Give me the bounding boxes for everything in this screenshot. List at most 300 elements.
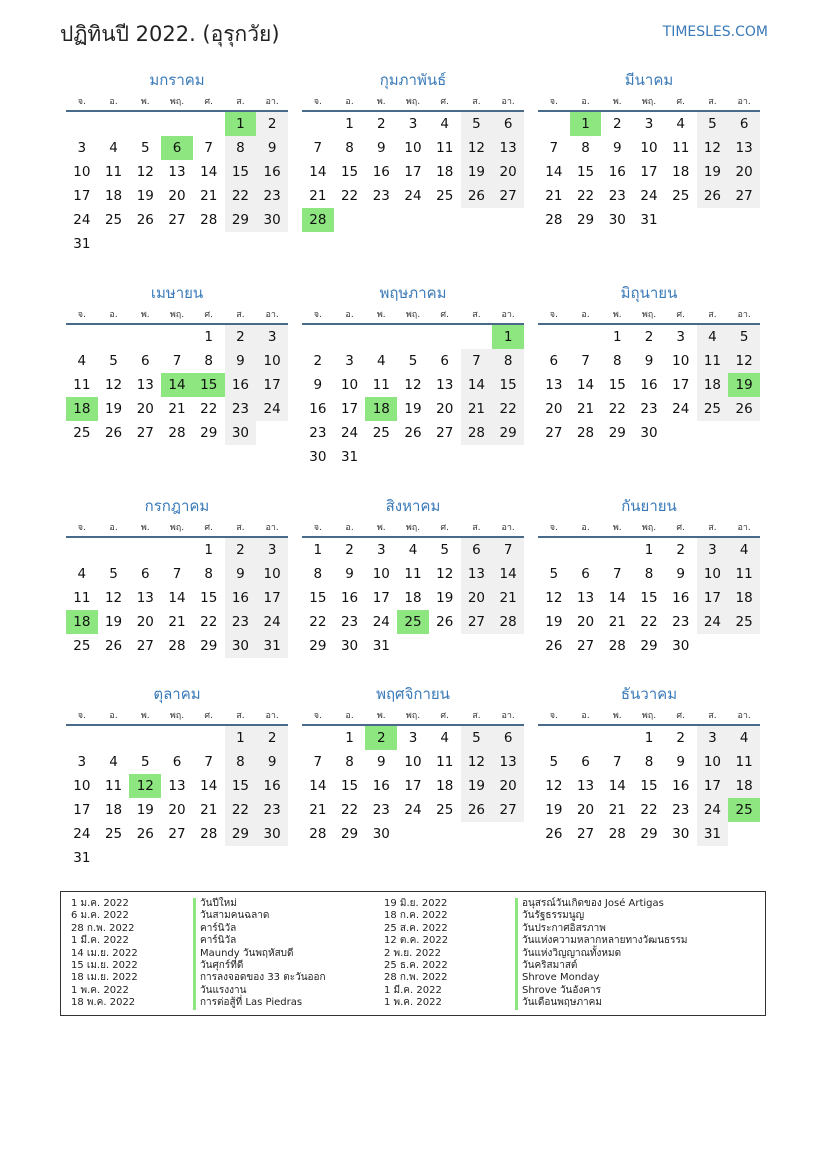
day-cell[interactable]: 2	[345, 542, 354, 558]
day-cell[interactable]: 2	[256, 726, 288, 750]
day-cell[interactable]: 8	[204, 566, 213, 582]
day-cell[interactable]: 30	[225, 634, 257, 658]
day-cell[interactable]: 8	[644, 566, 654, 582]
day-cell[interactable]: 24	[697, 610, 729, 634]
day-cell[interactable]: 25	[372, 425, 390, 441]
day-cell[interactable]: 23	[608, 188, 626, 204]
day-cell[interactable]: 2	[376, 116, 386, 132]
day-cell[interactable]: 16	[225, 373, 257, 397]
day-cell[interactable]: 10	[73, 778, 91, 794]
day-cell[interactable]: 3	[697, 538, 729, 562]
day-cell[interactable]: 30	[608, 212, 626, 228]
day-cell[interactable]: 29	[640, 638, 658, 654]
holiday-day[interactable]: 18	[66, 397, 98, 421]
day-cell[interactable]: 9	[313, 377, 323, 393]
holiday-day[interactable]: 1	[225, 112, 257, 136]
day-cell[interactable]: 26	[697, 184, 729, 208]
day-cell[interactable]: 15	[309, 590, 327, 606]
day-cell[interactable]: 31	[73, 236, 91, 252]
day-cell[interactable]: 6	[440, 353, 449, 369]
day-cell[interactable]: 26	[104, 425, 123, 441]
day-cell[interactable]: 27	[136, 425, 154, 441]
day-cell[interactable]: 22	[225, 798, 257, 822]
day-cell[interactable]: 7	[204, 754, 213, 770]
day-cell[interactable]: 29	[492, 421, 524, 445]
day-cell[interactable]: 4	[77, 566, 87, 582]
day-cell[interactable]: 1	[345, 116, 354, 132]
day-cell[interactable]: 7	[612, 754, 622, 770]
day-cell[interactable]: 3	[644, 116, 654, 132]
day-cell[interactable]: 18	[404, 590, 422, 606]
day-cell[interactable]: 29	[225, 822, 257, 846]
day-cell[interactable]: 21	[200, 802, 218, 818]
day-cell[interactable]: 9	[376, 754, 386, 770]
day-cell[interactable]: 20	[576, 802, 595, 818]
day-cell[interactable]: 10	[73, 164, 91, 180]
day-cell[interactable]: 4	[77, 353, 87, 369]
day-cell[interactable]: 10	[404, 754, 422, 770]
day-cell[interactable]: 22	[640, 802, 658, 818]
day-cell[interactable]: 26	[136, 826, 154, 842]
day-cell[interactable]: 26	[404, 425, 422, 441]
day-cell[interactable]: 9	[612, 140, 622, 156]
day-cell[interactable]: 12	[545, 590, 563, 606]
day-cell[interactable]: 25	[672, 188, 690, 204]
day-cell[interactable]: 23	[225, 397, 257, 421]
day-cell[interactable]: 16	[340, 590, 359, 606]
day-cell[interactable]: 11	[104, 164, 123, 180]
day-cell[interactable]: 7	[313, 754, 323, 770]
day-cell[interactable]: 23	[372, 188, 390, 204]
day-cell[interactable]: 15	[492, 373, 524, 397]
holiday-day[interactable]: 2	[365, 726, 397, 750]
day-cell[interactable]: 30	[225, 421, 257, 445]
day-cell[interactable]: 4	[728, 538, 760, 562]
day-cell[interactable]: 18	[436, 164, 454, 180]
holiday-day[interactable]: 18	[365, 397, 397, 421]
day-cell[interactable]: 5	[109, 353, 118, 369]
day-cell[interactable]: 17	[672, 377, 690, 393]
day-cell[interactable]: 11	[73, 377, 91, 393]
day-cell[interactable]: 31	[73, 850, 91, 866]
day-cell[interactable]: 23	[640, 401, 658, 417]
day-cell[interactable]: 6	[140, 566, 150, 582]
day-cell[interactable]: 6	[581, 566, 590, 582]
day-cell[interactable]: 7	[313, 140, 323, 156]
day-cell[interactable]: 1	[345, 730, 354, 746]
day-cell[interactable]: 14	[309, 778, 327, 794]
day-cell[interactable]: 4	[109, 754, 118, 770]
day-cell[interactable]: 28	[576, 425, 595, 441]
day-cell[interactable]: 14	[200, 164, 218, 180]
day-cell[interactable]: 10	[340, 377, 359, 393]
day-cell[interactable]: 31	[256, 634, 288, 658]
day-cell[interactable]: 15	[200, 590, 218, 606]
day-cell[interactable]: 20	[492, 774, 524, 798]
day-cell[interactable]: 20	[461, 586, 493, 610]
day-cell[interactable]: 3	[77, 754, 87, 770]
day-cell[interactable]: 30	[372, 826, 390, 842]
day-cell[interactable]: 13	[436, 377, 454, 393]
day-cell[interactable]: 11	[436, 140, 454, 156]
day-cell[interactable]: 10	[640, 140, 658, 156]
day-cell[interactable]: 31	[340, 449, 359, 465]
day-cell[interactable]: 7	[172, 566, 182, 582]
day-cell[interactable]: 13	[492, 136, 524, 160]
day-cell[interactable]: 21	[168, 401, 186, 417]
day-cell[interactable]: 8	[345, 140, 354, 156]
day-cell[interactable]: 3	[676, 329, 685, 345]
day-cell[interactable]: 12	[104, 377, 123, 393]
day-cell[interactable]: 29	[225, 208, 257, 232]
day-cell[interactable]: 17	[372, 590, 390, 606]
day-cell[interactable]: 4	[440, 116, 449, 132]
day-cell[interactable]: 9	[644, 353, 654, 369]
day-cell[interactable]: 22	[225, 184, 257, 208]
day-cell[interactable]: 28	[461, 421, 493, 445]
day-cell[interactable]: 13	[492, 750, 524, 774]
day-cell[interactable]: 30	[309, 449, 327, 465]
day-cell[interactable]: 24	[404, 188, 422, 204]
day-cell[interactable]: 14	[608, 590, 626, 606]
day-cell[interactable]: 8	[612, 353, 622, 369]
day-cell[interactable]: 28	[168, 425, 186, 441]
day-cell[interactable]: 15	[640, 778, 658, 794]
day-cell[interactable]: 6	[581, 754, 590, 770]
day-cell[interactable]: 17	[640, 164, 658, 180]
day-cell[interactable]: 14	[545, 164, 563, 180]
day-cell[interactable]: 25	[436, 188, 454, 204]
day-cell[interactable]: 13	[576, 778, 595, 794]
day-cell[interactable]: 14	[168, 590, 186, 606]
day-cell[interactable]: 23	[372, 802, 390, 818]
day-cell[interactable]: 9	[345, 566, 354, 582]
day-cell[interactable]: 27	[168, 826, 186, 842]
day-cell[interactable]: 1	[204, 329, 213, 345]
day-cell[interactable]: 27	[545, 425, 563, 441]
day-cell[interactable]: 11	[104, 778, 123, 794]
day-cell[interactable]: 4	[109, 140, 118, 156]
day-cell[interactable]: 18	[104, 802, 123, 818]
day-cell[interactable]: 11	[728, 562, 760, 586]
day-cell[interactable]: 19	[545, 614, 563, 630]
day-cell[interactable]: 24	[256, 610, 288, 634]
day-cell[interactable]: 18	[436, 778, 454, 794]
day-cell[interactable]: 26	[461, 184, 493, 208]
day-cell[interactable]: 7	[612, 566, 622, 582]
day-cell[interactable]: 27	[436, 425, 454, 441]
day-cell[interactable]: 8	[644, 754, 654, 770]
site-link[interactable]: TIMESLES.COM	[662, 24, 768, 40]
day-cell[interactable]: 29	[608, 425, 626, 441]
day-cell[interactable]: 2	[225, 538, 257, 562]
day-cell[interactable]: 29	[640, 826, 658, 842]
day-cell[interactable]: 20	[576, 614, 595, 630]
day-cell[interactable]: 23	[672, 614, 690, 630]
day-cell[interactable]: 13	[728, 136, 760, 160]
day-cell[interactable]: 21	[168, 614, 186, 630]
day-cell[interactable]: 13	[168, 164, 186, 180]
day-cell[interactable]: 23	[225, 610, 257, 634]
holiday-day[interactable]: 1	[570, 112, 602, 136]
day-cell[interactable]: 12	[461, 750, 493, 774]
day-cell[interactable]: 22	[309, 614, 327, 630]
day-cell[interactable]: 24	[372, 614, 390, 630]
day-cell[interactable]: 15	[340, 778, 359, 794]
day-cell[interactable]: 29	[200, 425, 218, 441]
day-cell[interactable]: 20	[545, 401, 563, 417]
day-cell[interactable]: 19	[136, 802, 154, 818]
day-cell[interactable]: 2	[225, 325, 257, 349]
day-cell[interactable]: 28	[309, 826, 327, 842]
holiday-day[interactable]: 28	[302, 208, 334, 232]
day-cell[interactable]: 19	[697, 160, 729, 184]
day-cell[interactable]: 4	[408, 542, 418, 558]
day-cell[interactable]: 19	[104, 614, 123, 630]
day-cell[interactable]: 6	[140, 353, 150, 369]
day-cell[interactable]: 13	[136, 590, 154, 606]
day-cell[interactable]: 10	[256, 562, 288, 586]
day-cell[interactable]: 5	[140, 140, 150, 156]
day-cell[interactable]: 5	[440, 542, 449, 558]
day-cell[interactable]: 26	[728, 397, 760, 421]
day-cell[interactable]: 2	[313, 353, 323, 369]
day-cell[interactable]: 21	[608, 802, 626, 818]
day-cell[interactable]: 12	[461, 136, 493, 160]
day-cell[interactable]: 5	[697, 112, 729, 136]
day-cell[interactable]: 29	[576, 212, 595, 228]
day-cell[interactable]: 27	[492, 184, 524, 208]
day-cell[interactable]: 11	[73, 590, 91, 606]
day-cell[interactable]: 3	[408, 116, 418, 132]
day-cell[interactable]: 21	[461, 397, 493, 421]
holiday-day[interactable]: 15	[193, 373, 225, 397]
holiday-day[interactable]: 1	[492, 325, 524, 349]
day-cell[interactable]: 24	[640, 188, 658, 204]
day-cell[interactable]: 10	[672, 353, 690, 369]
day-cell[interactable]: 21	[492, 586, 524, 610]
day-cell[interactable]: 31	[697, 822, 729, 846]
day-cell[interactable]: 20	[728, 160, 760, 184]
day-cell[interactable]: 24	[404, 802, 422, 818]
day-cell[interactable]: 25	[73, 638, 91, 654]
day-cell[interactable]: 25	[697, 397, 729, 421]
day-cell[interactable]: 27	[576, 638, 595, 654]
day-cell[interactable]: 12	[697, 136, 729, 160]
day-cell[interactable]: 21	[545, 188, 563, 204]
day-cell[interactable]: 20	[492, 160, 524, 184]
day-cell[interactable]: 8	[225, 136, 257, 160]
day-cell[interactable]: 30	[256, 822, 288, 846]
day-cell[interactable]: 8	[581, 140, 590, 156]
day-cell[interactable]: 16	[372, 778, 390, 794]
day-cell[interactable]: 14	[576, 377, 595, 393]
day-cell[interactable]: 1	[644, 730, 654, 746]
day-cell[interactable]: 5	[549, 754, 559, 770]
day-cell[interactable]: 12	[404, 377, 422, 393]
holiday-day[interactable]: 19	[728, 373, 760, 397]
day-cell[interactable]: 13	[576, 590, 595, 606]
day-cell[interactable]: 10	[697, 562, 729, 586]
day-cell[interactable]: 6	[461, 538, 493, 562]
day-cell[interactable]: 11	[436, 754, 454, 770]
day-cell[interactable]: 14	[608, 778, 626, 794]
day-cell[interactable]: 22	[492, 397, 524, 421]
day-cell[interactable]: 8	[345, 754, 354, 770]
day-cell[interactable]: 17	[404, 778, 422, 794]
day-cell[interactable]: 30	[340, 638, 359, 654]
day-cell[interactable]: 8	[204, 353, 213, 369]
day-cell[interactable]: 24	[672, 401, 690, 417]
day-cell[interactable]: 16	[256, 774, 288, 798]
day-cell[interactable]: 23	[340, 614, 359, 630]
day-cell[interactable]: 30	[672, 638, 690, 654]
day-cell[interactable]: 7	[581, 353, 590, 369]
day-cell[interactable]: 16	[608, 164, 626, 180]
day-cell[interactable]: 26	[104, 638, 123, 654]
day-cell[interactable]: 5	[140, 754, 150, 770]
day-cell[interactable]: 16	[372, 164, 390, 180]
day-cell[interactable]: 27	[136, 638, 154, 654]
day-cell[interactable]: 13	[168, 778, 186, 794]
day-cell[interactable]: 20	[168, 802, 186, 818]
day-cell[interactable]: 14	[492, 562, 524, 586]
day-cell[interactable]: 3	[77, 140, 87, 156]
day-cell[interactable]: 19	[436, 590, 454, 606]
day-cell[interactable]: 15	[225, 160, 257, 184]
day-cell[interactable]: 26	[136, 212, 154, 228]
day-cell[interactable]: 8	[225, 750, 257, 774]
holiday-day[interactable]: 25	[728, 798, 760, 822]
day-cell[interactable]: 21	[200, 188, 218, 204]
day-cell[interactable]: 27	[168, 212, 186, 228]
day-cell[interactable]: 6	[492, 112, 524, 136]
day-cell[interactable]: 12	[728, 349, 760, 373]
day-cell[interactable]: 16	[225, 586, 257, 610]
day-cell[interactable]: 4	[697, 325, 729, 349]
day-cell[interactable]: 15	[608, 377, 626, 393]
day-cell[interactable]: 17	[256, 586, 288, 610]
day-cell[interactable]: 28	[168, 638, 186, 654]
day-cell[interactable]: 28	[200, 826, 218, 842]
day-cell[interactable]: 19	[404, 401, 422, 417]
day-cell[interactable]: 31	[372, 638, 390, 654]
day-cell[interactable]: 23	[256, 798, 288, 822]
day-cell[interactable]: 11	[697, 349, 729, 373]
day-cell[interactable]: 1	[313, 542, 323, 558]
day-cell[interactable]: 10	[372, 566, 390, 582]
day-cell[interactable]: 18	[104, 188, 123, 204]
day-cell[interactable]: 26	[545, 638, 563, 654]
day-cell[interactable]: 16	[256, 160, 288, 184]
day-cell[interactable]: 26	[436, 614, 454, 630]
day-cell[interactable]: 3	[376, 542, 386, 558]
day-cell[interactable]: 11	[672, 140, 690, 156]
day-cell[interactable]: 24	[340, 425, 359, 441]
day-cell[interactable]: 23	[309, 425, 327, 441]
day-cell[interactable]: 21	[309, 188, 327, 204]
day-cell[interactable]: 19	[104, 401, 123, 417]
day-cell[interactable]: 22	[608, 401, 626, 417]
day-cell[interactable]: 7	[549, 140, 559, 156]
day-cell[interactable]: 9	[676, 566, 685, 582]
day-cell[interactable]: 10	[697, 750, 729, 774]
day-cell[interactable]: 9	[225, 349, 257, 373]
day-cell[interactable]: 12	[136, 164, 154, 180]
day-cell[interactable]: 14	[309, 164, 327, 180]
day-cell[interactable]: 18	[728, 586, 760, 610]
day-cell[interactable]: 19	[545, 802, 563, 818]
day-cell[interactable]: 21	[309, 802, 327, 818]
day-cell[interactable]: 23	[672, 802, 690, 818]
day-cell[interactable]: 18	[697, 373, 729, 397]
day-cell[interactable]: 28	[492, 610, 524, 634]
day-cell[interactable]: 9	[676, 754, 685, 770]
day-cell[interactable]: 24	[73, 826, 91, 842]
day-cell[interactable]: 20	[136, 401, 154, 417]
day-cell[interactable]: 8	[492, 349, 524, 373]
day-cell[interactable]: 6	[728, 112, 760, 136]
day-cell[interactable]: 30	[672, 826, 690, 842]
day-cell[interactable]: 2	[644, 329, 654, 345]
day-cell[interactable]: 25	[104, 212, 123, 228]
day-cell[interactable]: 17	[697, 774, 729, 798]
day-cell[interactable]: 19	[461, 774, 493, 798]
day-cell[interactable]: 13	[545, 377, 563, 393]
day-cell[interactable]: 27	[728, 184, 760, 208]
day-cell[interactable]: 4	[676, 116, 685, 132]
day-cell[interactable]: 17	[256, 373, 288, 397]
day-cell[interactable]: 20	[436, 401, 454, 417]
day-cell[interactable]: 2	[612, 116, 622, 132]
day-cell[interactable]: 22	[200, 614, 218, 630]
day-cell[interactable]: 24	[73, 212, 91, 228]
day-cell[interactable]: 19	[461, 160, 493, 184]
day-cell[interactable]: 4	[440, 730, 449, 746]
day-cell[interactable]: 5	[109, 566, 118, 582]
day-cell[interactable]: 10	[404, 140, 422, 156]
day-cell[interactable]: 28	[200, 212, 218, 228]
day-cell[interactable]: 11	[728, 750, 760, 774]
day-cell[interactable]: 7	[461, 349, 493, 373]
day-cell[interactable]: 14	[461, 373, 493, 397]
holiday-day[interactable]: 25	[397, 610, 429, 634]
day-cell[interactable]: 29	[200, 638, 218, 654]
day-cell[interactable]: 15	[640, 590, 658, 606]
day-cell[interactable]: 20	[168, 188, 186, 204]
day-cell[interactable]: 20	[136, 614, 154, 630]
day-cell[interactable]: 7	[204, 140, 213, 156]
day-cell[interactable]: 3	[697, 726, 729, 750]
day-cell[interactable]: 5	[728, 325, 760, 349]
day-cell[interactable]: 16	[640, 377, 658, 393]
day-cell[interactable]: 7	[172, 353, 182, 369]
day-cell[interactable]: 12	[104, 590, 123, 606]
day-cell[interactable]: 21	[576, 401, 595, 417]
day-cell[interactable]: 1	[204, 542, 213, 558]
holiday-day[interactable]: 14	[161, 373, 193, 397]
day-cell[interactable]: 17	[404, 164, 422, 180]
holiday-day[interactable]: 12	[129, 774, 161, 798]
day-cell[interactable]: 8	[313, 566, 323, 582]
day-cell[interactable]: 17	[73, 802, 91, 818]
day-cell[interactable]: 22	[340, 802, 359, 818]
day-cell[interactable]: 21	[608, 614, 626, 630]
day-cell[interactable]: 9	[256, 750, 288, 774]
day-cell[interactable]: 22	[576, 188, 595, 204]
holiday-day[interactable]: 6	[161, 136, 193, 160]
day-cell[interactable]: 26	[545, 826, 563, 842]
